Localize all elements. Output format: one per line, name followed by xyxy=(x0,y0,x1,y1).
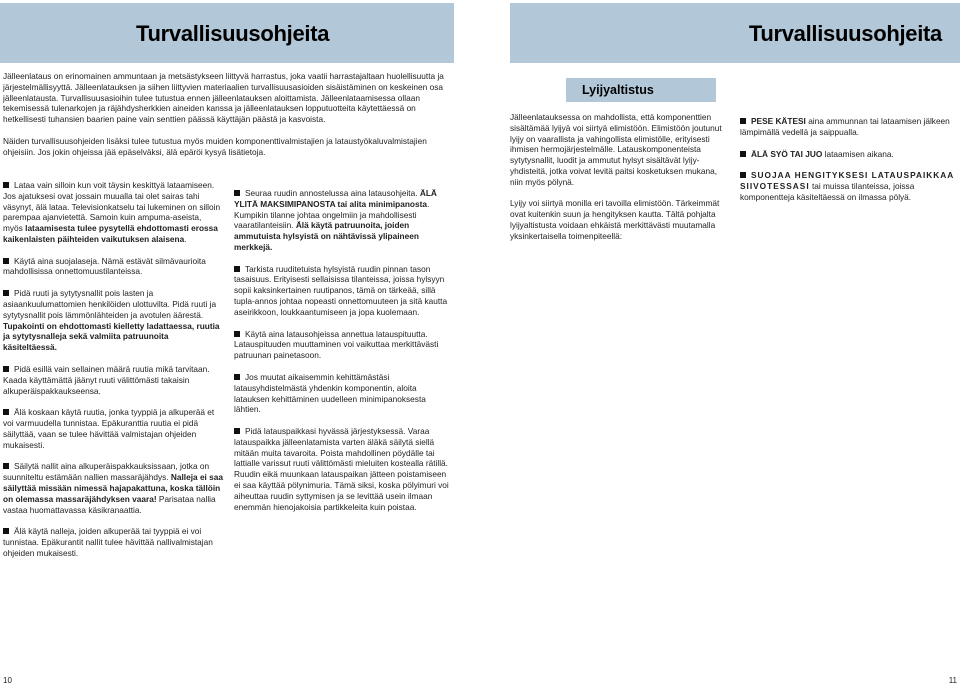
right-header-banner xyxy=(510,3,960,63)
right-page-left-column xyxy=(510,112,730,253)
intro-paragraph-2: Näiden turvallisuusohjeiden lisäksi tulee tutustua myös muiden komponenttivalmistajien ja lataustyökaluvalmistajien ohjeisiin. Jos jokin ohjeissa jää epäselväksi, älä epäröi kysyä lisätietoja. xyxy=(3,135,427,157)
bullet-item: Säilytä nallit aina alkuperäispakkauksissaan, jotka on suunniteltu estämään nallien massaräjähdys. Nalleja ei saa säilyttää missään nimessä hajapakattuna, koska tällöin on olemassa massaräjähdyksen vaara! Parisataa nallia vastaa huomattavassa käsikranaattia. xyxy=(3,461,224,515)
bullet-item: Seuraa ruudin annostelussa aina latausohjeita. ÄLÄ YLITÄ MAKSIMIPANOSTA tai alita minimipanosta. Kumpikin tilanne johtaa ongelmiin ja mahdollisesti vaaratilanteisiin. Älä käytä patruunoita, joiden ammutuista hylsyistä on nähtävissä ylipaineen merkkejä. xyxy=(234,188,437,252)
section-title: Lyijyaltistus xyxy=(582,83,654,97)
bullet-square-icon xyxy=(740,118,746,124)
bullet-square-icon xyxy=(234,331,240,337)
bullet-item: ÄLÄ SYÖ TAI JUO lataamisen aikana. xyxy=(740,149,960,160)
bullet-square-icon xyxy=(3,258,9,264)
bullet-item: Pidä ruuti ja sytytysnallit pois lasten ja asiaankuulumattomien henkilöiden ulottuvilta. Pidä ruuti ja sytytysnallit pois lämmönlähteiden ja avotulen äärestä. Tupakointi on ehdottomasti kielletty ladattaessa, ruutia ja sytytysnalleja sekä valmiita patruunoita käsiteltäessä. xyxy=(3,288,220,353)
right-page-right-column xyxy=(740,116,960,214)
bullet-square-icon xyxy=(3,290,9,296)
bullet-item: SUOJAA HENGITYKSESI LATAUSPAIKKAA SIIVOTESSASI tai muissa tilanteissa, joissa komponentteja käsiteltäessä on ilmassa pölyä. xyxy=(740,170,954,202)
right-column xyxy=(234,188,454,523)
bullet-item: Käytä aina latausohjeissa annettua latauspituutta. Latauspituuden muuttaminen voi vaikuttaa merkittävästi patruunan painetasoon. xyxy=(234,328,439,361)
bullet-square-icon xyxy=(3,409,9,415)
intro-paragraph: Jälleenlataus on erinomainen ammuntaan ja metsästykseen liittyvä harrastus, joka vaatii harrastajaltaan huolellisuutta ja järjestelmällisyyttä. Jälleenlatauksen ja siihen liittyvien materiaalien turvallisuusasioiden sisäistäminen on keskeinen osa jälleenlatausta. Turvallisuusasioihin tulee tutustua ennen jälleenlatauksen aloittamista. Jälleenlataamisessa ollaan tekemisessä tulenarkojen ja räjähdysherkkien aineiden kanssa ja jälleenlatauksen lopputuotteita käytettäessä on hetkellisesti tuhansien baarien paine vain senttien päässä käyttäjän päästä ja kasvoista. xyxy=(3,71,444,125)
bullet-item: Älä koskaan käytä ruutia, jonka tyyppiä ja alkuperää et voi varmuudella tunnistaa. Epäkuranttia ruutia ei pidä säilyttää, vaan se tulee hävittää valmistajan ohjeiden mukaisesti. xyxy=(3,407,215,450)
bullet-square-icon xyxy=(234,374,240,380)
page-number: 11 xyxy=(948,675,957,685)
bullet-square-icon xyxy=(740,151,746,157)
bullet-item: Jos muutat aikaisemmin kehittämästäsi latausyhdistelmästä yhdenkin komponentin, aloita latauksen kehittäminen uudelleen minimipanoksesta lähtien. xyxy=(234,371,426,415)
bullet-square-icon xyxy=(3,528,9,534)
paragraph: Jälleenlatauksessa on mahdollista, että komponenttien sisältämää lyijyä voi siirtyä elimistöön. Elimistöön joutunut lyijy on vaarallista ja vahingollista elimistölle, erityisesti ihmisen hermojärjestelmälle. Latauskomponenteista sytytysnallit, luodit ja ammutut hylsyt sisältävät lyijy-yhdisteitä, jotka voivat levitä paitsi kosketuksen mukana, niin myös pölynä. xyxy=(510,112,722,187)
section-header-box xyxy=(566,78,716,102)
bullet-square-icon xyxy=(3,182,9,188)
page-title: Turvallisuusohjeita xyxy=(748,21,942,47)
bullet-square-icon xyxy=(740,172,746,178)
page-title: Turvallisuusohjeita xyxy=(136,21,330,47)
paragraph: Lyijy voi siirtyä monilla eri tavoilla elimistöön. Tärkeimmät ovat kuitenkin suun ja hengityksen kautta. Tältä pohjalta lyijyaltistusta voidaan ehkäistä merkittävästi muutamalla yksinkertaisella toimenpiteellä: xyxy=(510,198,720,241)
bullet-item: Älä käytä nalleja, joiden alkuperää tai tyyppiä ei voi tunnistaa. Epäkurantit nallit tulee hävittää nallivalmistajan ohjeiden mukaisesti. xyxy=(3,526,213,558)
bullet-square-icon xyxy=(234,428,240,434)
bullet-square-icon xyxy=(3,463,9,469)
bullet-item: Tarkista ruuditetuista hylsyistä ruudin pinnan tason tasaisuus. Erityisesti sellaisissa tilanteissa, joissa hylsyyn sopii kaksinkertainen ruutipanos, tämä on tärkeää, sillä tupla-annos johtaa nopeasti onnettomuuteen ja sitä kautta aseirikkoon, loukkaantumiseen ja jopa kuolemaan. xyxy=(234,263,448,317)
bullet-square-icon xyxy=(234,266,240,272)
bullet-item: Käytä aina suojalaseja. Nämä estävät silmävaurioita mahdollisissa onnettomuustilanteissa. xyxy=(3,255,206,277)
page-number: 10 xyxy=(3,675,12,685)
bullet-square-icon xyxy=(234,190,240,196)
left-header-banner xyxy=(0,3,454,63)
left-column xyxy=(3,180,223,570)
bullet-square-icon xyxy=(3,366,9,372)
bullet-item: Lataa vain silloin kun voit täysin keskittyä lataamiseen. Jos ajatuksesi ovat jossain muualla tai olet sairas tahi väsynyt, älä lataa. Televisionkatselu tai lukeminen on silloin parempaa ajanvietettä. Samoin kuin ampuma-aseista, myös lataamisesta tulee pysytellä ehdottomasti erossa kaikenlaisten päihteiden vaikutuksen alaisena. xyxy=(3,180,221,244)
intro-section xyxy=(3,71,453,168)
bullet-item: PESE KÄTESI aina ammunnan tai lataamisen jälkeen lämpimällä vedellä ja saippualla. xyxy=(740,116,950,137)
bullet-item: Pidä esillä vain sellainen määrä ruutia mikä tarvitaan. Kaada käyttämättä jäänyt ruuti välittömästi takaisin alkuperäispakkaukseensa. xyxy=(3,363,210,396)
bullet-item: Pidä latauspaikkasi hyvässä järjestyksessä. Varaa latauspaikka jälleenlatamista varten äläkä säilytä siellä mitään muita tavaroita. Poista mahdollinen pöydälle tai lattialle varissut ruuti välittömästi mieluiten kostealla rätillä. Ruudin eikä muunkaan latauspaikan jätteen poistamiseen ei saa käyttää pölynimuria. Tämä siksi, koska pölyimuri voi aiheuttaa ruudin syttymisen ja se levittää usein ilmaan enemmän hienojakoisia partikkeleita kuin poistaa. xyxy=(234,426,449,512)
